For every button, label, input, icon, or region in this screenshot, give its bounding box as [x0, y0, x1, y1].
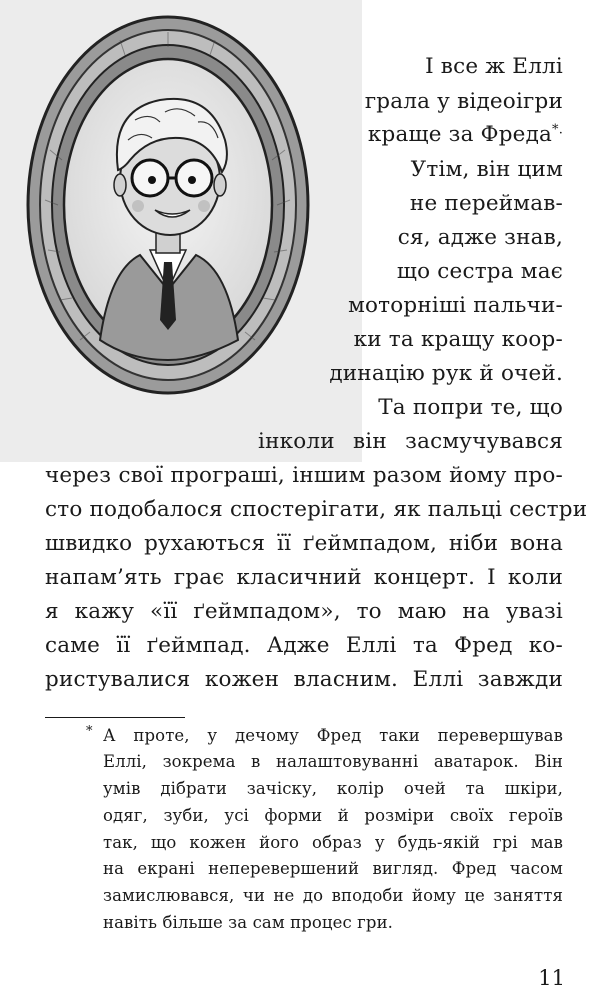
- body-line: Та попри те, що: [378, 395, 563, 420]
- footnote-line: одяг, зуби, усі форми й розміри своїх героїв: [103, 806, 563, 825]
- body-line: інколи він засмучувався: [258, 429, 563, 454]
- page-number: 11: [538, 966, 565, 990]
- body-line: динацію рук й очей.: [329, 361, 563, 386]
- footnote-line: так, що кожен його образ у будь-якій грі мав: [103, 833, 563, 852]
- body-line: [368, 124, 563, 146]
- body-line: напам’ять грає класичний концерт. І коли: [45, 565, 563, 590]
- body-line: ристувалися кожен власним. Еллі завжди: [45, 667, 563, 692]
- body-line: ся, адже знав,: [397, 225, 563, 250]
- body-line: саме її ґеймпад. Адже Еллі та Фред ко-: [45, 633, 563, 658]
- body-line: І все ж Еллі: [425, 54, 563, 79]
- body-line: Утім, він цим: [410, 157, 563, 182]
- footnote-line: А проте, у дечому Фред таки перевершував: [103, 726, 563, 745]
- body-line: моторніші пальчи-: [348, 293, 563, 318]
- footnote-line: замислювався, чи не до вподоби йому це заняття: [103, 886, 563, 905]
- footnote-line: навіть більше за сам процес гри.: [103, 913, 394, 932]
- footnote-line: Еллі, зокрема в налаштовуванні аватарок. Він: [103, 752, 563, 771]
- footnote-line: умів дібрати зачіску, колір очей та шкіри,: [103, 779, 563, 798]
- body-line: я кажу «її ґеймпадом», то маю на увазі: [45, 599, 563, 624]
- body-line: що сестра має: [396, 259, 563, 284]
- portrait-illustration: [0, 0, 362, 462]
- body-line: сто подобалося спостерігати, як пальці сестри: [45, 497, 588, 522]
- footnote-marker: *: [86, 724, 93, 739]
- body-line: ки та кращу коор-: [353, 327, 563, 352]
- body-line-text: краще за Фреда: [367, 122, 553, 147]
- framed-boy-portrait-icon: [0, 0, 362, 462]
- body-line: не переймав-: [409, 191, 563, 216]
- body-line: через свої програші, іншим разом йому про-: [45, 463, 563, 488]
- footnote-reference: *.: [552, 122, 563, 138]
- footnote-divider: [45, 717, 185, 718]
- body-line: грала у відеоігри: [364, 89, 563, 114]
- footnote-line: на екрані неперевершений вигляд. Фред часом: [103, 859, 563, 878]
- body-line: швидко рухаються її ґеймпадом, ніби вона: [45, 531, 563, 556]
